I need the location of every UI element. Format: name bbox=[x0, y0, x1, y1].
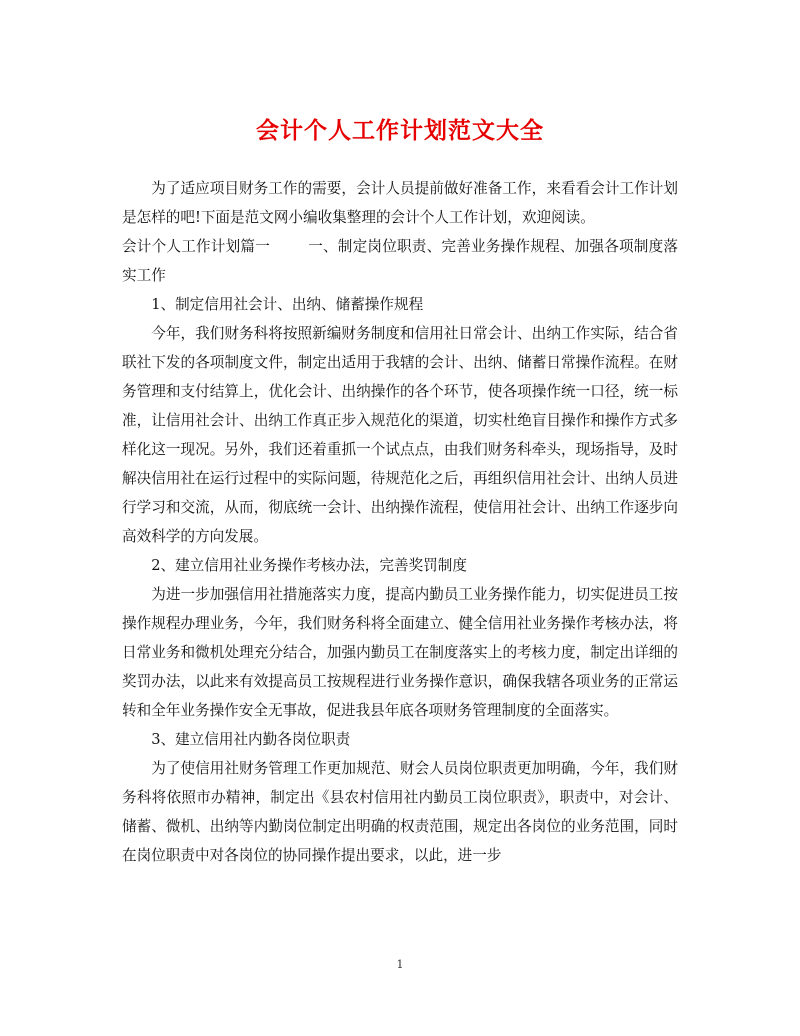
subheading-1: 1、制定信用社会计、出纳、储蓄操作规程 bbox=[151, 296, 424, 313]
paragraph-2: 为进一步加强信用社措施落实力度，提高内勤员工业务操作能力，切实促进员工按操作规程办理业务，今年，我们财务科将全面建立、健全信用社业务操作考核办法，将日常业务和微机处理充分结合，加强内勤员工在制度落实上的考核力度，制定出详细的奖罚办法，以此来有效提高员工按规程进行业务操作意识，确保我辖各项业务的正常运转和全年业务操作安全无事故，促进我县年底各项财务管理制度的全面落实。 bbox=[122, 586, 678, 719]
paragraph-1: 今年，我们财务科将按照新编财务制度和信用社日常会计、出纳工作实际，结合省联社下发的各项制度文件，制定出适用于我辖的会计、出纳、储蓄日常操作流程。在财务管理和支付结算上，优化会计、出纳操作的各个环节，使各项操作统一口径，统一标准，让信用社会计、出纳工作真正步入规范化的渠道，切实杜绝盲目操作和操作方式多样化这一现况。另外，我们还着重抓一个试点点，由我们财务科牵头，现场指导，及时解决信用社在运行过程中的实际问题，待规范化之后，再组织信用社会计、出纳人员进行学习和交流，从而，彻底统一会计、出纳操作流程，使信用社会计、出纳工作逐步向高效科学的方向发展。 bbox=[122, 325, 678, 545]
intro-paragraph: 为了适应项目财务工作的需要，会计人员提前做好准备工作，来看看会计工作计划是怎样的吧!下面是范文网小编收集整理的会计个人工作计划，欢迎阅读。 bbox=[122, 180, 678, 226]
subheading-3: 3、建立信用社内勤各岗位职责 bbox=[151, 731, 351, 748]
document-title: 会计个人工作计划范文大全 bbox=[256, 117, 544, 144]
section-heading: 一、制定岗位职责、完善业务操作规程、加强各项制度落实工作 bbox=[122, 238, 678, 284]
paragraph-3: 为了使信用社财务管理工作更加规范、财会人员岗位职责更加明确，今年，我们财务科将依照市办精神，制定出《县农村信用社内勤员工岗位职责》，职责中，对会计、储蓄、微机、出纳等内勤岗位制定出明确的权责范围，规定出各岗位的业务范围，同时在岗位职责中对各岗位的协同操作提出要求，以此，进一步 bbox=[122, 760, 678, 864]
section-line bbox=[122, 232, 678, 290]
subheading-2: 2、建立信用社业务操作考核办法，完善奖罚制度 bbox=[151, 557, 467, 574]
page-number: 1 bbox=[396, 958, 404, 971]
section-label: 会计个人工作计划篇一 bbox=[122, 238, 270, 255]
document-body bbox=[122, 174, 678, 870]
